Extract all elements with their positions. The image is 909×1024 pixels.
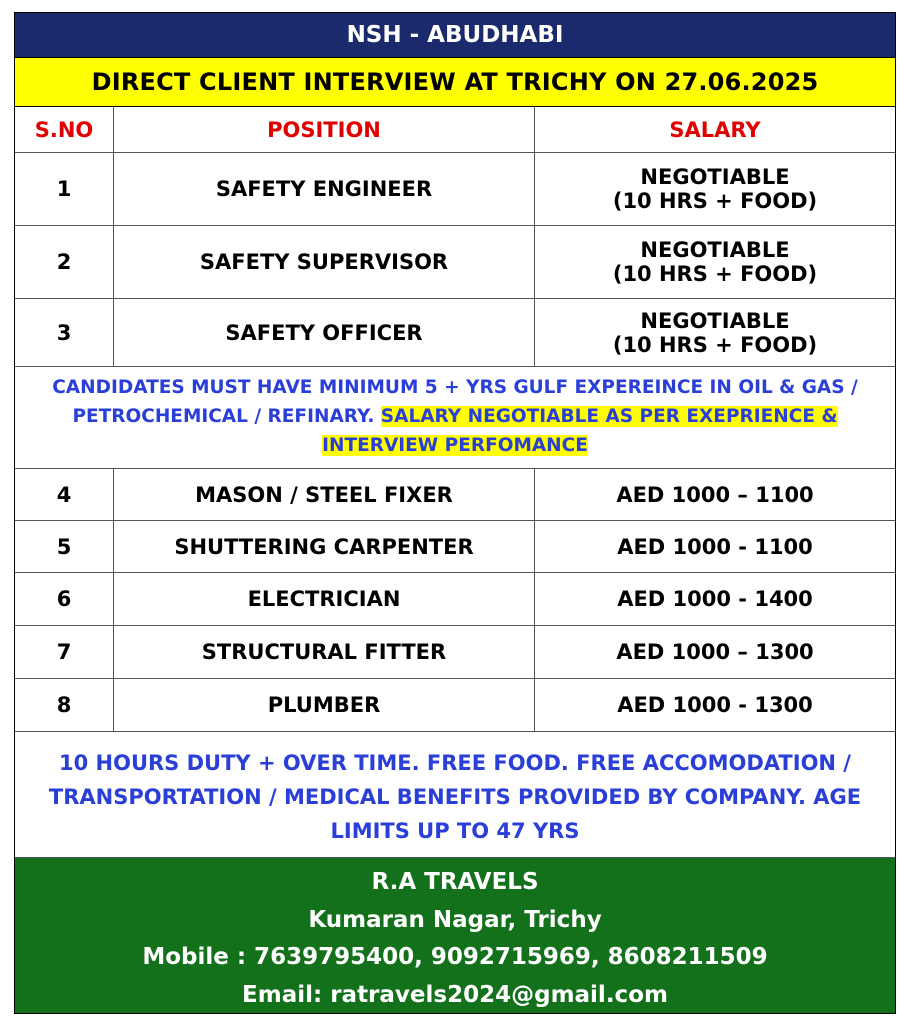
row-salary xyxy=(535,153,895,225)
row-sno: 3 xyxy=(15,299,114,366)
salary-line-2: (10 HRS + FOOD) xyxy=(612,332,818,357)
poster-title: NSH - ABUDHABI xyxy=(15,13,895,58)
company-name: R.A TRAVELS xyxy=(371,869,539,895)
col-header-position: POSITION xyxy=(114,107,535,152)
row-salary: AED 1000 – 1300 xyxy=(616,640,814,664)
row-salary: AED 1000 - 1100 xyxy=(617,534,813,559)
requirements-text: CANDIDATES MUST HAVE MINIMUM 5 + YRS GULF EXPEREINCE IN OIL & GAS / PETROCHEMICAL / REFINARY. xyxy=(52,377,858,427)
col-header-sno: S.NO xyxy=(15,107,114,152)
col-header-salary: SALARY xyxy=(669,117,761,142)
row-sno: 7 xyxy=(15,626,114,678)
table-row xyxy=(15,226,895,299)
benefits-note: 10 HOURS DUTY + OVER TIME. FREE FOOD. FREE ACCOMODATION / TRANSPORTATION / MEDICAL BENEFITS PROVIDED BY COMPANY. AGE LIMITS UP TO 47 YRS xyxy=(15,732,895,858)
row-salary: AED 1000 – 1100 xyxy=(616,482,814,507)
contact-email: Email: ratravels2024@gmail.com xyxy=(242,981,668,1008)
table-row xyxy=(15,299,895,367)
table-row xyxy=(15,626,895,679)
job-poster xyxy=(14,12,896,1014)
row-position: STRUCTURAL FITTER xyxy=(114,626,535,678)
requirements-note xyxy=(15,367,895,469)
row-sno: 6 xyxy=(15,573,114,625)
row-sno: 1 xyxy=(15,153,114,225)
salary-line-1: NEGOTIABLE xyxy=(640,238,790,262)
table-row xyxy=(15,573,895,626)
table-row xyxy=(15,521,895,573)
row-position: SHUTTERING CARPENTER xyxy=(114,521,535,572)
salary-line-2: (10 HRS + FOOD) xyxy=(612,189,818,213)
salary-line-1: NEGOTIABLE xyxy=(640,165,790,189)
row-position: ELECTRICIAN xyxy=(114,573,535,625)
company-address: Kumaran Nagar, Trichy xyxy=(308,906,602,933)
row-sno: 4 xyxy=(15,469,114,520)
row-salary xyxy=(535,226,895,298)
row-salary xyxy=(535,299,895,366)
row-position: SAFETY ENGINEER xyxy=(114,153,535,225)
salary-line-2: (10 HRS + FOOD) xyxy=(612,262,818,286)
table-row xyxy=(15,469,895,521)
row-sno: 2 xyxy=(15,226,114,298)
row-sno: 5 xyxy=(15,521,114,572)
row-position: PLUMBER xyxy=(114,679,535,731)
row-salary: AED 1000 - 1300 xyxy=(617,693,813,717)
interview-banner: DIRECT CLIENT INTERVIEW AT TRICHY ON 27.06.2025 xyxy=(15,58,895,107)
contact-footer xyxy=(15,858,895,1013)
table-row xyxy=(15,153,895,226)
row-position: SAFETY OFFICER xyxy=(114,299,535,366)
salary-highlight-text: SALARY NEGOTIABLE AS PER EXEPRIENCE & INTERVIEW PERFOMANCE xyxy=(322,406,838,456)
salary-line-1: NEGOTIABLE xyxy=(640,308,790,333)
row-salary: AED 1000 - 1400 xyxy=(617,587,813,611)
table-header xyxy=(15,107,895,153)
table-row xyxy=(15,679,895,732)
row-position: SAFETY SUPERVISOR xyxy=(114,226,535,298)
mobile-numbers: Mobile : 7639795400, 9092715969, 8608211509 xyxy=(142,944,768,970)
row-position: MASON / STEEL FIXER xyxy=(114,469,535,520)
row-sno: 8 xyxy=(15,679,114,731)
